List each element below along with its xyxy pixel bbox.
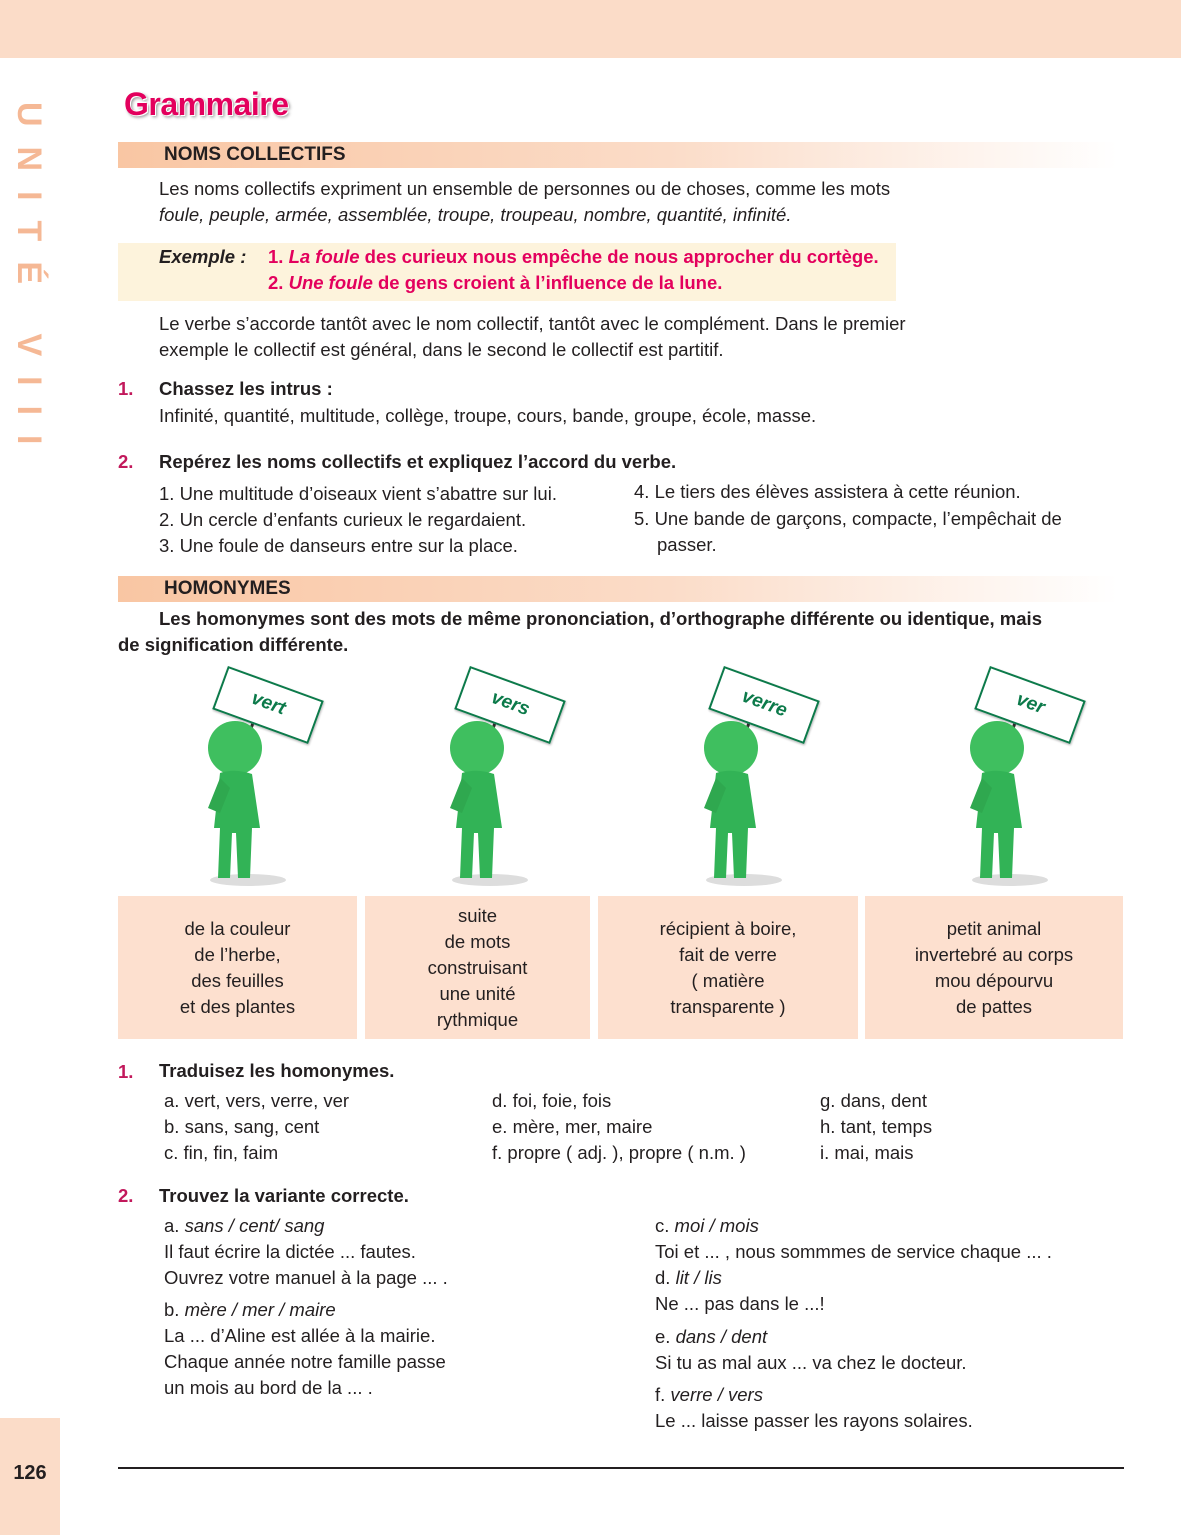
homonym-definition-box xyxy=(365,896,590,1039)
page-number: 126 xyxy=(13,1462,47,1484)
variant-sentence: Ne ... pas dans le ...! xyxy=(655,1293,825,1314)
example-2-rest: de gens croient à l’influence de la lune. xyxy=(372,272,723,293)
exercise-2-item-cont: passer. xyxy=(657,534,717,555)
homonym-exercise-1-number: 1. xyxy=(118,1061,134,1082)
homonym-definition-box xyxy=(865,896,1123,1039)
variant-options: dans / dent xyxy=(675,1326,768,1347)
variant-sentence: Si tu as mal aux ... va chez le docteur. xyxy=(655,1352,967,1373)
unit-label: UNITÉ VIII xyxy=(10,102,48,465)
homonym-sign: vers xyxy=(454,666,566,744)
example-label: Exemple : xyxy=(159,246,247,267)
variant-sentence: Ouvrez votre manuel à la page ... . xyxy=(164,1267,448,1288)
example-2 xyxy=(268,270,722,296)
variant-options: sans / cent/ sang xyxy=(184,1215,325,1236)
example-1-italic: La foule xyxy=(288,246,360,267)
homonym-definition: de la couleur de l’herbe, des feuilles et des plantes xyxy=(179,917,296,1017)
variant-label: f. xyxy=(655,1384,666,1405)
explain-line-1: Le verbe s’accorde tantôt avec le nom collectif, tantôt avec le complément. Dans le premier xyxy=(159,313,906,334)
variant-options: mère / mer / maire xyxy=(184,1299,336,1320)
variant-sentence: La ... d’Aline est allée à la mairie. xyxy=(164,1325,436,1346)
variant-c-header xyxy=(655,1213,759,1239)
exercise-1-text: Infinité, quantité, multitude, collège, troupe, cours, bande, groupe, école, masse. xyxy=(159,405,817,426)
variant-label: d. xyxy=(655,1267,671,1288)
variant-label: c. xyxy=(655,1215,670,1236)
homonym-sign: vert xyxy=(212,666,324,744)
variant-options: lit / lis xyxy=(675,1267,722,1288)
intro-line-1: Les noms collectifs expriment un ensemble de personnes ou de choses, comme les mots xyxy=(159,178,891,199)
homonym-exercise-1-title: Traduisez les homonymes. xyxy=(159,1060,395,1081)
homonym-item: b. sans, sang, cent xyxy=(164,1116,320,1137)
variant-sentence: un mois au bord de la ... . xyxy=(164,1377,373,1398)
homonym-exercise-2-title: Trouvez la variante correcte. xyxy=(159,1185,409,1206)
homonym-item: e. mère, mer, maire xyxy=(492,1116,653,1137)
page-title: Grammaire xyxy=(124,86,289,122)
homonym-definition: récipient à boire, fait de verre ( matière transparente ) xyxy=(659,917,797,1017)
example-2-italic: Une foule xyxy=(288,272,373,293)
example-2-num: 2. xyxy=(268,272,284,293)
exercise-2-title: Repérez les noms collectifs et expliquez l’accord du verbe. xyxy=(159,451,677,472)
homonym-item: a. vert, vers, verre, ver xyxy=(164,1090,350,1111)
homonym-item: g. dans, dent xyxy=(820,1090,927,1111)
exercise-1-title: Chassez les intrus : xyxy=(159,378,333,399)
homonym-exercise-2-number: 2. xyxy=(118,1185,134,1206)
exercise-2-item: 1. Une multitude d’oiseaux vient s’abattre sur lui. xyxy=(159,483,557,504)
homonym-sign: ver xyxy=(974,666,1086,744)
explain-line-2: exemple le collectif est général, dans le second le collectif est partitif. xyxy=(159,339,724,360)
variant-d-header xyxy=(655,1265,722,1291)
bottom-divider xyxy=(118,1467,1124,1469)
exercise-2-item: 3. Une foule de danseurs entre sur la place. xyxy=(159,535,518,556)
exercise-2-item: 4. Le tiers des élèves assistera à cette réunion. xyxy=(634,481,1021,502)
homonym-figure xyxy=(190,668,350,888)
variant-b-header xyxy=(164,1297,336,1323)
top-banner xyxy=(0,0,1181,58)
homonym-definition-box xyxy=(118,896,357,1039)
variant-a-header xyxy=(164,1213,324,1239)
variant-sentence: Le ... laisse passer les rayons solaires. xyxy=(655,1410,973,1431)
section-heading-noms-collectifs xyxy=(118,142,1118,168)
homonym-definition: petit animal invertebré au corps mou dépourvu de pattes xyxy=(914,917,1074,1017)
variant-sentence: Toi et ... , nous sommmes de service chaque ... . xyxy=(655,1241,1052,1262)
homonym-item: h. tant, temps xyxy=(820,1116,933,1137)
section-heading-homonymes xyxy=(118,576,1118,602)
homonym-intro-line-1: Les homonymes sont des mots de même prononciation, d’orthographe différente ou identique, mais xyxy=(159,608,1042,629)
example-1-num: 1. xyxy=(268,246,284,267)
variant-label: a. xyxy=(164,1215,180,1236)
example-1 xyxy=(268,244,879,270)
homonym-item: d. foi, foie, fois xyxy=(492,1090,612,1111)
homonym-item: i. mai, mais xyxy=(820,1142,914,1163)
homonym-item: f. propre ( adj. ), propre ( n.m. ) xyxy=(492,1142,746,1163)
section-heading-text: NOMS COLLECTIFS xyxy=(164,144,346,165)
variant-label: e. xyxy=(655,1326,671,1347)
exercise-2-number: 2. xyxy=(118,451,134,472)
variant-options: verre / vers xyxy=(670,1384,763,1405)
homonym-figure xyxy=(952,668,1112,888)
variant-e-header xyxy=(655,1324,767,1350)
exercise-2-item: 5. Une bande de garçons, compacte, l’empêchait de xyxy=(634,508,1062,529)
homonym-intro-line-2: de signification différente. xyxy=(118,634,349,655)
variant-sentence: Il faut écrire la dictée ... fautes. xyxy=(164,1241,416,1262)
variant-options: moi / mois xyxy=(674,1215,759,1236)
intro-line-2: foule, peuple, armée, assemblée, troupe, troupeau, nombre, quantité, infinité. xyxy=(159,204,792,225)
homonym-sign: verre xyxy=(708,666,820,744)
homonym-definition-box xyxy=(598,896,858,1039)
homonym-figure xyxy=(686,668,846,888)
exercise-1-number: 1. xyxy=(118,378,134,399)
variant-sentence: Chaque année notre famille passe xyxy=(164,1351,446,1372)
homonym-definition: suite de mots construisant une unité rythmique xyxy=(427,904,528,1030)
homonym-item: c. fin, fin, faim xyxy=(164,1142,279,1163)
example-1-rest: des curieux nous empêche de nous approcher du cortège. xyxy=(359,246,879,267)
homonym-figure xyxy=(432,668,592,888)
variant-f-header xyxy=(655,1382,763,1408)
exercise-2-item: 2. Un cercle d’enfants curieux le regardaient. xyxy=(159,509,527,530)
variant-label: b. xyxy=(164,1299,180,1320)
section-heading-text: HOMONYMES xyxy=(164,578,291,599)
